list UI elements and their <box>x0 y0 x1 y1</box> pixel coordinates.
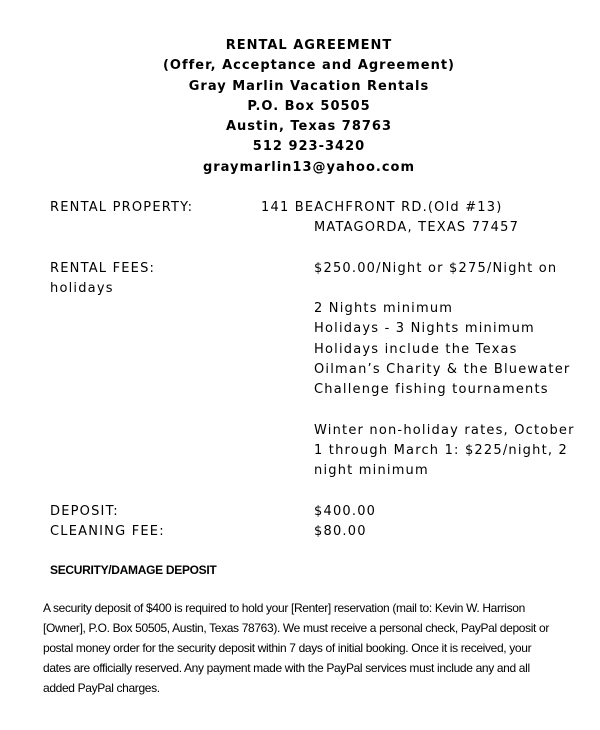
deposit-label: DEPOSIT: <box>50 504 119 519</box>
paragraph-line: A security deposit of $400 is required to hold your [Renter] reservation (mail to: Kevin W. Harrison <box>43 601 525 615</box>
rental-property-label: RENTAL PROPERTY: <box>50 200 194 215</box>
fees-minimum-line: Challenge fishing tournaments <box>314 382 549 397</box>
cleaning-fee-label: CLEANING FEE: <box>50 524 165 539</box>
rental-property-address-line2: MATAGORDA, TEXAS 77457 <box>314 220 520 235</box>
company-po-box: P.O. Box 50505 <box>247 98 371 114</box>
paragraph-line: postal money order for the security deposit within 7 days of initial booking. Once it is received, your <box>43 641 532 655</box>
fees-winter-line: Winter non-holiday rates, October <box>314 423 575 438</box>
cleaning-fee-value: $80.00 <box>314 524 367 539</box>
fees-winter-line: night minimum <box>314 463 429 478</box>
document-subtitle: (Offer, Acceptance and Agreement) <box>162 58 456 74</box>
rental-fees-label: RENTAL FEES: <box>50 261 156 276</box>
paragraph-line: added PayPal charges. <box>43 681 160 695</box>
company-city: Austin, Texas 78763 <box>225 119 393 135</box>
fees-winter-line: 1 through March 1: $225/night, 2 <box>314 443 568 458</box>
company-phone: 512 923-3420 <box>252 139 366 155</box>
company-email: graymarlin13@yahoo.com <box>202 159 416 175</box>
deposit-value: $400.00 <box>314 504 377 519</box>
fees-minimum-line: 2 Nights minimum <box>314 301 454 316</box>
rental-fees-rate: $250.00/Night or $275/Night on <box>314 261 558 276</box>
security-deposit-paragraph <box>43 598 573 698</box>
paragraph-line: dates are officially reserved. Any payment made with the PayPal services must include any and all <box>43 661 530 675</box>
letterhead <box>0 36 600 178</box>
fees-minimum-line: Holidays include the Texas <box>314 342 518 357</box>
paragraph-line: [Owner], P.O. Box 50505, Austin, Texas 78763). We must receive a personal check, PayPal deposit or <box>43 621 549 635</box>
rental-property-address-line1: 141 BEACHFRONT RD.(Old #13) <box>261 200 503 215</box>
company-name: Gray Marlin Vacation Rentals <box>188 78 430 94</box>
rental-fees-label-continued: holidays <box>50 281 114 296</box>
fees-minimum-line: Oilman’s Charity & the Bluewater <box>314 362 571 377</box>
security-deposit-heading: SECURITY/DAMAGE DEPOSIT <box>50 563 217 577</box>
fees-minimum-line: Holidays - 3 Nights minimum <box>314 321 535 336</box>
document-title: RENTAL AGREEMENT <box>225 38 393 53</box>
